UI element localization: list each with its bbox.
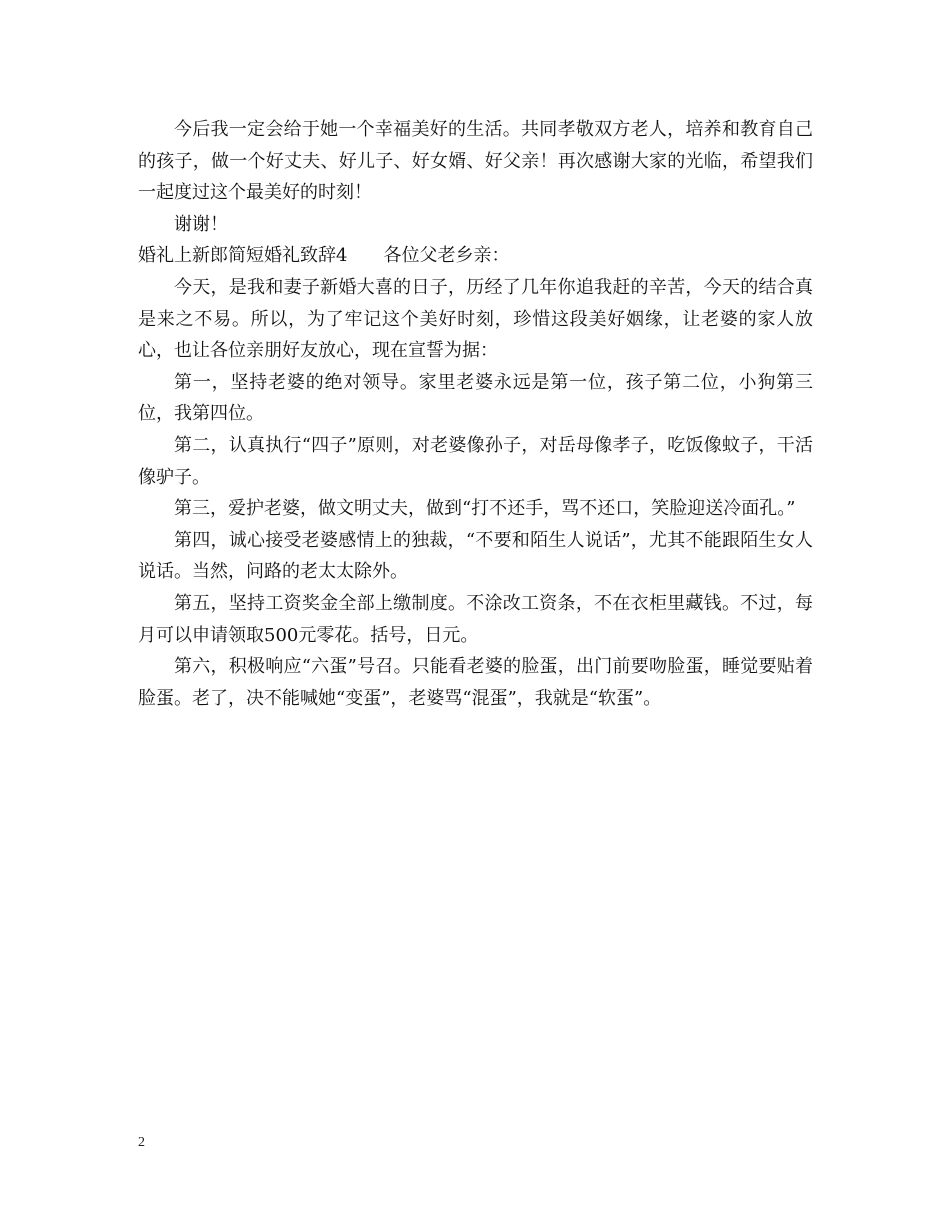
paragraph-vow-3: 第三，爱护老婆，做文明丈夫，做到“打不还手，骂不还口，笑脸迎送冷面孔。” — [174, 498, 796, 520]
document-body — [138, 114, 813, 714]
paragraph-vow-2: 第二，认真执行“四子”原则，对老婆像孙子，对岳母像孝子，吃饭像蚊子，干活像驴子。 — [138, 434, 813, 488]
paragraph-vow-4: 第四，诚心接受老婆感情上的独裁，“不要和陌生人说话”，尤其不能跟陌生女人说话。当然，问路的老太太除外。 — [138, 529, 813, 583]
paragraph-vow-5: 第五，坚持工资奖金全部上缴制度。不涂改工资条，不在衣柜里藏钱。不过，每月可以申请领取500元零花。括号，日元。 — [138, 592, 813, 646]
paragraph-vow-6: 第六，积极响应“六蛋”号召。只能看老婆的脸蛋，出门前要吻脸蛋，睡觉要贴着脸蛋。老了，决不能喊她“变蛋”，老婆骂“混蛋”，我就是“软蛋”。 — [138, 656, 813, 709]
paragraph-vow-1: 第一，坚持老婆的绝对领导。家里老婆永远是第一位，孩子第二位，小狗第三位，我第四位。 — [138, 371, 813, 425]
paragraph-intro: 今天，是我和妻子新婚大喜的日子，历经了几年你追我赶的辛苦，今天的结合真是来之不易。所以，为了牢记这个美好时刻，珍惜这段美好姻缘，让老婆的家人放心，也让各位亲朋好友放心，现在宣誓为据： — [138, 276, 813, 362]
page-number: 2 — [138, 1135, 145, 1150]
paragraph-closing-promise: 今后我一定会给于她一个幸福美好的生活。共同孝敬双方老人，培养和教育自己的孩子，做一个好丈夫、好儿子、好女婿、好父亲！再次感谢大家的光临，希望我们一起度过这个最美好的时刻！ — [138, 119, 813, 204]
paragraph-thanks: 谢谢！ — [174, 213, 228, 235]
section-heading: 婚礼上新郎简短婚礼致辞4 各位父老乡亲： — [138, 245, 510, 267]
